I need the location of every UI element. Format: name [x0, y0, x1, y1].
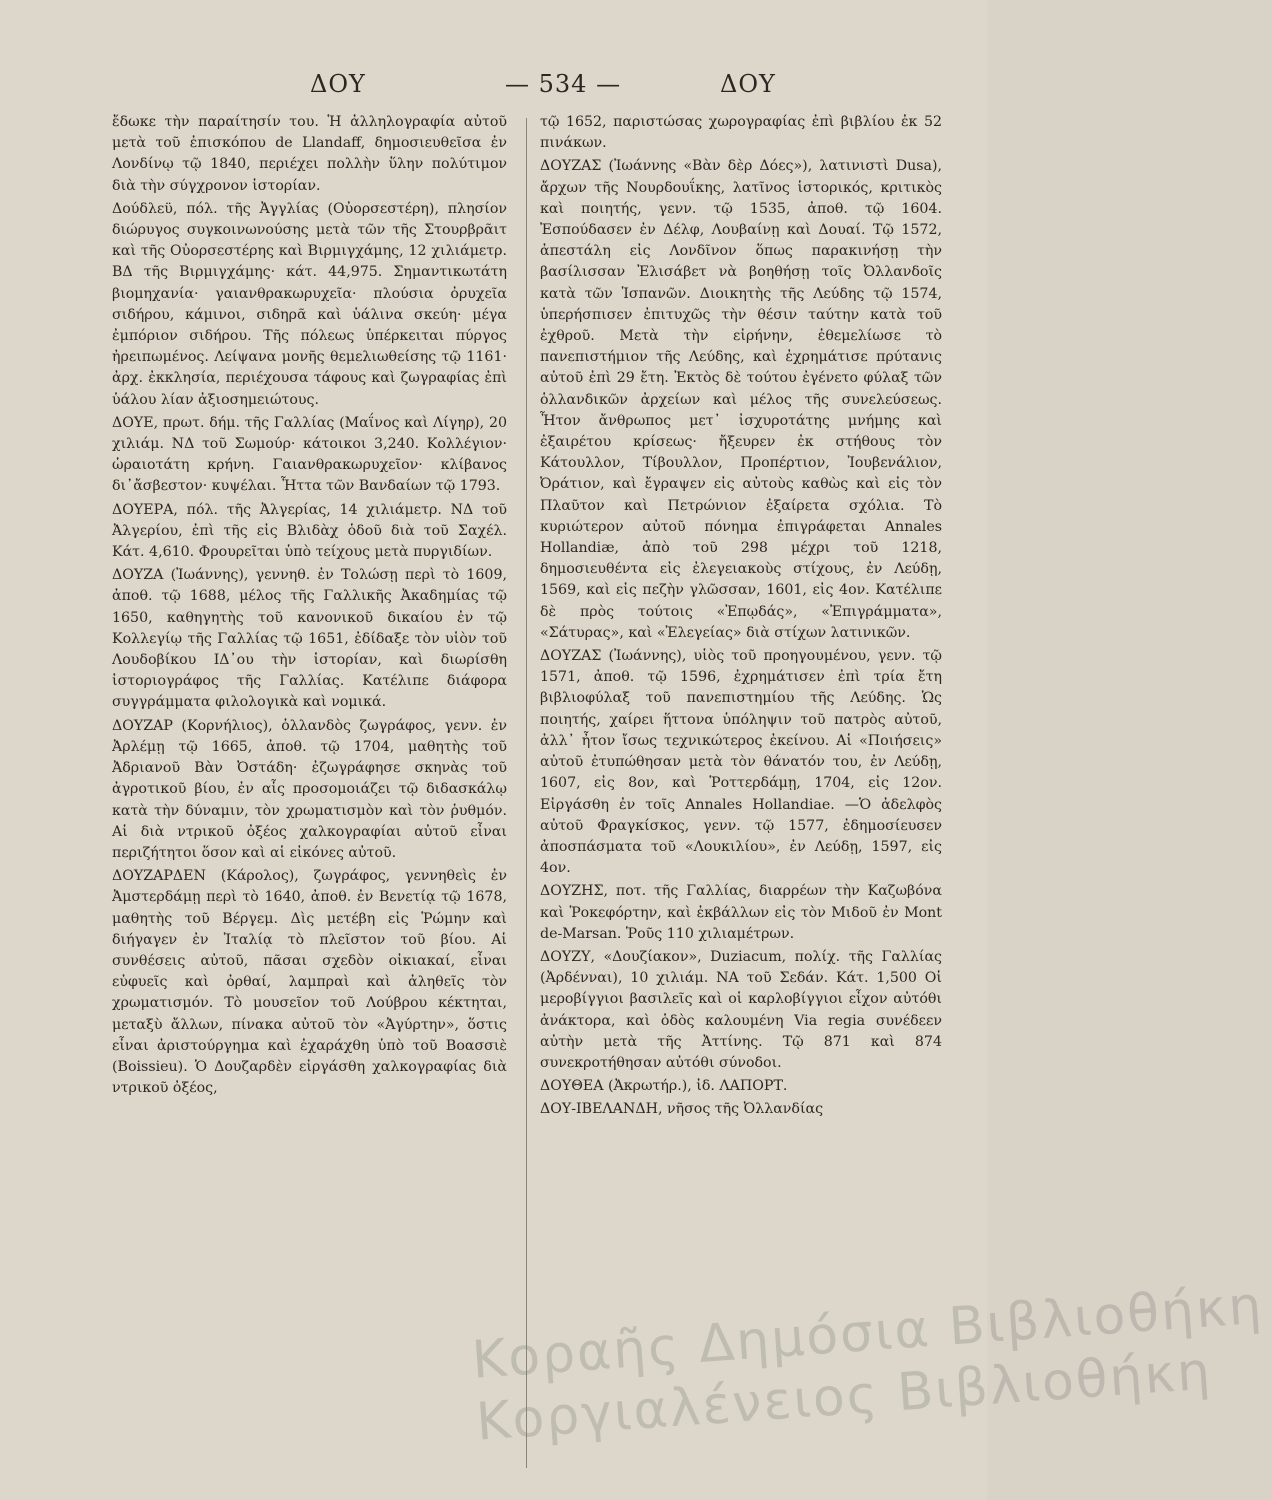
page-number: — 534 —: [505, 70, 622, 98]
entry-continuation: ἔδωκε τὴν παραίτησίν του. Ἡ ἀλληλογραφία αὐτοῦ μετὰ τοῦ ἐπισκόπου de Llandaff, δημοσιευθεῖσα ἐν Λονδίνῳ τῷ 1840, περιέχει πολλὴν ὕλην πολύτιμον διὰ τὴν σύγχρονον ἱστορίαν.: [112, 114, 507, 194]
left-column: [112, 112, 507, 1101]
header-left-guide-word: ΔΟΥ: [310, 70, 366, 98]
entry-douthea: ΔΟΥΘΕΑ (Ἀκρωτήρ.), ἰδ. ΛΑΠΟΡΤ.: [540, 1078, 788, 1095]
right-column: [540, 112, 942, 1123]
page-header: [110, 70, 927, 110]
entry-douzis: ΔΟΥΖΗΣ, ποτ. τῆς Γαλλίας, διαρρέων τὴν Καζωβόνα καὶ Ῥοκεφόρτην, καὶ ἐκβάλλων εἰς τὸν Μιδοῦ ἐν Mont de-Marsan. Ῥοῦς 110 χιλιαμέτρων.: [540, 883, 942, 942]
entry-doudley: Δούδλεϋ, πόλ. τῆς Ἀγγλίας (Οὐορσεστέρη), πλησίον διώρυγος συγκοινωνούσης μετὰ τῶν τῆς Στουρβρᾶιτ καὶ τῆς Οὐορσεστέρης καὶ Βιρμιγχάμης, 12 χιλιάμετρ. ΒΔ τῆς Βιρμιγχάμης· κάτ. 44,975. Σημαντικωτάτη βιομηχανία· γαιανθρακωρυχεῖα· πλούσια ὀρυχεῖα σιδήρου, κάμινοι, σιδηρᾶ καὶ ὑάλινα σκεύη· μέγα ἐμπόριον σιδήρου. Τῆς πόλεως ὑπέρκειται πύργος ἠρειπωμένος. Λείψανα μονῆς θεμελιωθείσης τῷ 1161· ἀρχ. ἐκκλησία, περιέχουσα τάφους καὶ ζωγραφίας ἐπὶ ὑάλου λίαν ἀξιοσημειώτους.: [112, 200, 507, 408]
entry-douzar: ΔΟΥΖΑΡ (Κορνήλιος), ὁλλανδὸς ζωγράφος, γενν. ἐν Ἀρλέμῃ τῷ 1665, ἀποθ. τῷ 1704, μαθητὴς τοῦ Ἀδριανοῦ Βὰν Ὀστάδη· ἐζωγράφησε σκηνὰς τοῦ ἀγροτικοῦ βίου, ἐν αἷς προσομοιάζει τῷ διδασκάλῳ κατὰ τὴν δύναμιν, τὸν χρωματισμὸν καὶ τὸν ῥυθμόν. Αἱ διὰ ντρικοῦ ὀξέος χαλκογραφίαι αὐτοῦ εἶναι περιζήτητοι ὅσον καὶ αἱ εἰκόνες αὐτοῦ.: [112, 717, 507, 861]
entry-doue: ΔΟΥΕ, πρωτ. δήμ. τῆς Γαλλίας (Μαΐνος καὶ Λίγηρ), 20 χιλιάμ. ΝΔ τοῦ Σωμούρ· κάτοικοι 3,240. Κολλέγιον· ὡραιοτάτη κρήνη. Γαιανθρακωρυχεῖον· κλίβανος δι᾽ἄσβεστον· κυψέλαι. Ἧττα τῶν Βανδαίων τῷ 1793.: [112, 414, 507, 495]
entry-douzy: ΔΟΥΖΥ, «Δουζίακον», Duziacum, πολίχ. τῆς Γαλλίας (Ἀρδένναι), 10 χιλιάμ. ΝΑ τοῦ Σεδάν. Κάτ. 1,500 Οἱ μεροβίγγιοι βασιλεῖς καὶ οἱ καρλοβίγγιοι εἶχον αὐτόθι ἀνάκτορα, καὶ ὁδὸς καλουμένη Via regia συνέδεεν αὐτὴν μετὰ τῆς Ἀττίνης. Τῷ 871 καὶ 874 συνεκροτήθησαν αὐτόθι σύνοδοι.: [540, 948, 942, 1071]
entry-douzas-elder: ΔΟΥΖΑΣ (Ἰωάννης «Βὰν δὲρ Δόες»), λατινιστὶ Dusa), ἄρχων τῆς Νουρδουΐκης, λατῖνος ἱστορικός, κριτικὸς καὶ ποιητής, γενν. τῷ 1535, ἀποθ. τῷ 1604. Ἐσπούδασεν ἐν Δέλφ, Λουβαίνῃ καὶ Δουαί. Τῷ 1572, ἀπεστάλη εἰς Λονδῖνον ὅπως παρακινήσῃ τὴν βασίλισσαν Ἐλισάβετ νὰ βοηθήσῃ τοῖς Ὀλλανδοῖς κατὰ τῶν Ἱσπανῶν. Διοικητὴς τῆς Λεύδης τῷ 1574, ὑπερήσπισεν ἐπιτυχῶς τὴν θέσιν ταύτην κατὰ τοῦ ἐχθροῦ. Μετὰ τὴν εἰρήνην, ἐθεμελίωσε τὸ πανεπιστήμιον τῆς Λεύδης, καὶ ἐχρημάτισε πρύτανις αὐτοῦ ἐπὶ 29 ἔτη. Ἐκτὸς δὲ τούτου ἐγένετο φύλαξ τῶν ὁλλανδικῶν ἀρχείων καὶ μέλος τῆς συνελεύσεως. Ἦτον ἄνθρωπος μετ᾽ ἰσχυροτάτης μνήμης καὶ ἐξαιρέτου κρίσεως· ἤξευρεν ἐκ στήθους τὸν Κάτουλλον, Τίβουλλον, Προπέρτιον, Ἰουβενάλιον, Ὀράτιον, καὶ ἔγραψεν εἰς αὐτοὺς καθὼς καὶ εἰς τὸν Πλαῦτον καὶ Πετρώνιον ἐξαίρετα σχόλια. Τὸ κυριώτερον αὐτοῦ πόνημα ἐπιγράφεται Annales Hollandiæ, ἀπὸ τοῦ 298 μέχρι τοῦ 1218, δημοσιευθέντα εἰς ἐλεγειακοὺς στίχους, ἐν Λεύδῃ, 1569, καὶ εἰς πεζὴν γλῶσσαν, 1601, εἰς 4ον. Κατέλιπε δὲ πρὸς τούτοις «Ἐπῳδάς», «Ἐπιγράμματα», «Σάτυρας», καὶ «Ἐλεγείας» διὰ στίχων λατινικῶν.: [540, 158, 942, 641]
entry-douza: ΔΟΥΖΑ (Ἰωάννης), γεννηθ. ἐν Τολώσῃ περὶ τὸ 1609, ἀποθ. τῷ 1688, μέλος τῆς Γαλλικῆς Ἀκαδημίας τῷ 1650, καθηγητὴς τοῦ κανονικοῦ δικαίου ἐν τῷ Κολλεγίῳ τῆς Γαλλίας τῷ 1651, ἐδίδαξε τὸν υἱὸν τοῦ Λουδοβίκου ΙΔ᾽ου τὴν ἱστορίαν, καὶ διωρίσθη ἱστοριογράφος τῆς Γαλλίας. Κατέλιπε διάφορα συγγράμματα φιλολογικὰ καὶ νομικά.: [112, 567, 507, 711]
entry-douzarden: ΔΟΥΖΑΡΔΕΝ (Κάρολος), ζωγράφος, γεννηθεὶς ἐν Ἀμστερδάμῃ περὶ τὸ 1640, ἀποθ. ἐν Βενετίᾳ τῷ 1678, μαθητὴς τοῦ Βέργεμ. Δὶς μετέβη εἰς Ῥώμην καὶ διήγαγεν ἐν Ἰταλίᾳ τὸ πλεῖστον τοῦ βίου. Αἱ συνθέσεις αὐτοῦ, πᾶσαι σχεδὸν οἰκιακαί, εἶναι εὐφυεῖς καὶ ὀρθαί, λαμπραὶ καὶ ἀληθεῖς τὸν χρωματισμόν. Τὸ μουσεῖον τοῦ Λούβρου κέκτηται, μεταξὺ ἄλλων, πίνακα αὐτοῦ τὸν «Ἀγύρτην», ὅστις εἶναι ἀριστούργημα καὶ ἐχαράχθη ὑπὸ τοῦ Βοασσιὲ (Boissieu). Ὁ Δουζαρδὲν εἰργάσθη χαλκογραφίας διὰ ντρικοῦ ὀξέος,: [112, 868, 507, 1097]
library-watermark: Κοραῆς Δημόσια Βιβλιοθήκη Κοργιαλένειος Βιβλιοθήκη: [470, 1275, 1266, 1453]
entry-douera: ΔΟΥΕΡΑ, πόλ. τῆς Ἀλγερίας, 14 χιλιάμετρ. ΝΔ τοῦ Ἀλγερίου, ἐπὶ τῆς εἰς Βλιδὰχ ὁδοῦ διὰ τοῦ Σαχέλ. Κάτ. 4,610. Φρουρεῖται ὑπὸ τείχους μετὰ πυργιδίων.: [112, 501, 507, 561]
column-divider: [526, 118, 527, 1468]
entry-continuation-right: τῷ 1652, παριστώσας χωρογραφίας ἐπὶ βιβλίου ἐκ 52 πινάκων.: [540, 114, 942, 152]
entry-douzas-younger: ΔΟΥΖΑΣ (Ἰωάννης), υἱὸς τοῦ προηγουμένου, γενν. τῷ 1571, ἀποθ. τῷ 1596, ἐχρημάτισεν ἐπὶ τρία ἔτη βιβλιοφύλαξ τοῦ πανεπιστημίου τῆς Λεύδης. Ὡς ποιητής, χαίρει ἥττονα ὑπόληψιν τοῦ πατρὸς αὐτοῦ, ἀλλ᾽ ἦτον ἴσως τεχνικώτερος ἐκείνου. Αἱ «Ποιήσεις» αὐτοῦ ἐτυπώθησαν μετὰ τὸν θάνατόν του, ἐν Λεύδῃ, 1607, εἰς 8ον, καὶ Ῥοττερδάμῃ, 1704, εἰς 12ον. Εἰργάσθη ἐν τοῖς Annales Hollandiae. —Ὁ ἀδελφὸς αὐτοῦ Φραγκίσκος, γενν. τῷ 1577, ἐδημοσίευσεν ἀποσπάσματα τοῦ «Λουκιλίου», ἐν Λεύδῃ, 1597, εἰς 4ον.: [540, 648, 942, 877]
header-right-guide-word: ΔΟΥ: [720, 70, 776, 98]
entry-dou-ivelandi: ΔΟΥ-ΙΒΕΛΑΝΔΗ, νῆσος τῆς Ὀλλανδίας: [540, 1101, 824, 1118]
